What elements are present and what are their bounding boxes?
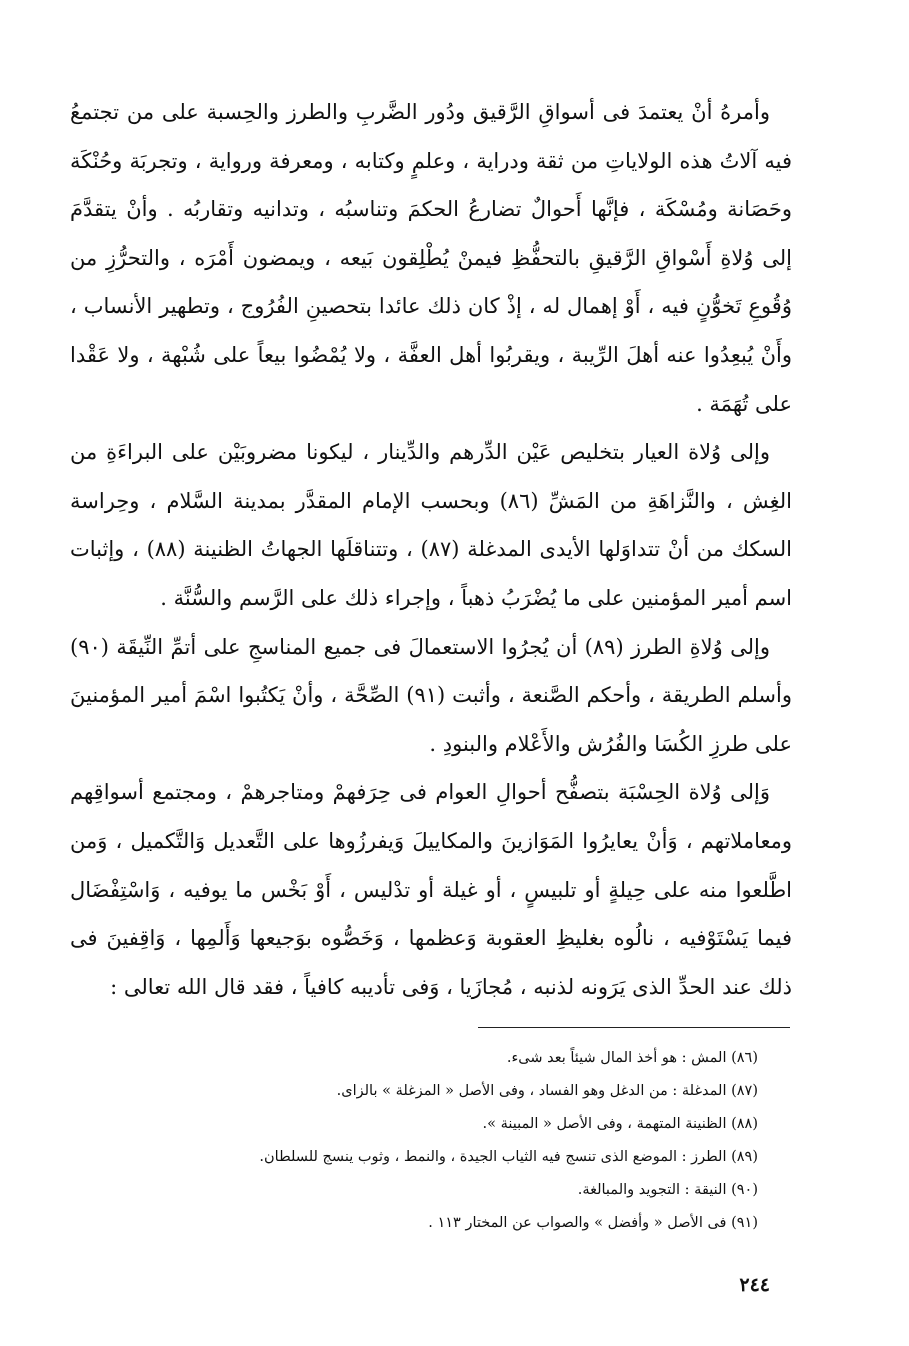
paragraph-minting: وإلى وُلاة العيار بتخليص عَيْن الدِّرهم والدِّينار ، ليكونا مضروبَيْن على البراءَةِ من الغِش ، والنَّزاهَةِ من المَشِّ (٨٦) وبحسب الإمام المقدَّر بمدينة السَّلام ، وحِراسة السكك من أنْ تتداوَلها الأيدى المدغلة (٨٧) ، وتتناقلَها الجهاتُ الظنينة (٨٨) ، وإثبات اسم أمير المؤمنين على ما يُضْرَبُ ذهباً ، وإجراء ذلك على الرَّسم والسُّنَّة . <box>70 440 792 610</box>
footnotes <box>90 1042 758 1240</box>
paragraph-hisba: وَإلى وُلاة الحِسْبَة بتصفُّح أحوالِ العوام فى حِرَفهمْ ومتاجرهمْ ، ومجتمع أسواقِهم ومعاملاتهم ، وَأنْ يعايرُوا المَوَازينَ والمكاييلَ وَيفرزُوها على التَّعديل وَالتَّكميل ، وَمن اطَّلعوا منه على حِيلةٍ أو تلبيسٍ ، أو غيلة أو تدْليس ، أَوْ بَخْس ما يوفيه ، وَاسْتِفْضَال فيما يَسْتَوْفيه ، نالُوه بغليظِ العقوبة وَعظمها ، وَخَصُّوه بوَجيعها وَأَلمِها ، وَاقِفينَ فى ذلك عند الحدِّ الذى يَرَونه لذنبه ، مُجازَيا ، وَفى تأديبه كافياً ، فقد قال الله تعالى : <box>70 780 792 999</box>
footnote-divider <box>478 1027 790 1028</box>
footnote-86: (٨٦) المش : هو أخذ المال شيئاً بعد شىء. <box>506 1050 758 1066</box>
footnote-87: (٨٧) المدغلة : من الدغل وهو الفساد ، وفى الأصل « المزغلة » بالزاى. <box>336 1083 758 1099</box>
paragraph-tiraz: وإلى وُلاةِ الطرز (٨٩) أن يُجرُوا الاستعمالَ فى جميع المناسجِ على أتمِّ النِّيقَة (٩٠) وأسلم الطريقة ، وأحكم الصَّنعة ، وأثبت (٩١) الصِّحَّة ، وأنْ يَكتُبوا اسْمَ أمير المؤمنينَ على طرزِ الكُسَا والفُرُش والأَعْلام والبنودِ . <box>70 634 792 756</box>
footnote-89: (٨٩) الطرز : الموضع الذى تنسج فيه الثياب الجيدة ، والنمط ، وثوب ينسج للسلطان. <box>259 1149 758 1165</box>
footnote-90: (٩٠) النيقة : التجويد والمبالغة. <box>577 1182 758 1198</box>
main-text <box>70 88 792 1011</box>
page-number: ٢٤٤ <box>739 1274 770 1296</box>
footnote-88: (٨٨) الظنينة المتهمة ، وفى الأصل « المبينة ». <box>482 1116 758 1132</box>
paragraph-markets: وأمرهُ أنْ يعتمدَ فى أسواقِ الرَّقيق ودُور الضَّربِ والطرز والحِسبة على من تجتمعُ فيه آلاتُ هذه الولاياتِ من ثقة ودراية ، وعلمٍ وكتابه ، ومعرفة ورواية ، وتجربَة وحُنْكَة وحَصَانة ومُسْكَة ، فإنَّها أَحوالٌ تضارعُ الحكمَ وتناسبُه ، وتدانيه وتقاربُه . وأنْ يتقدَّمَ إلى وُلاةِ أَسْواقِ الرَّقيقِ بالتحفُّظِ فيمنْ يُطْلِقون بَيعه ، ويمضون أَمْرَه ، والتحرُّزِ من وُقُوعِ تَخوُّنٍ فيه ، أَوْ إهمال له ، إذْ كان ذلك عائدا بتحصينِ الفُرُوج ، وتطهير الأنساب ، وأَنْ يُبعِدُوا عنه أهلَ الرِّيبة ، ويقربُوا أهل العفَّة ، ولا يُمْضُوا بيعاً على شُبْهة ، ولا عَقْدا على تُهَمَة . <box>70 100 792 416</box>
footnote-91: (٩١) فى الأصل « وأفضل » والصواب عن المختار ١١٣ . <box>428 1215 758 1231</box>
